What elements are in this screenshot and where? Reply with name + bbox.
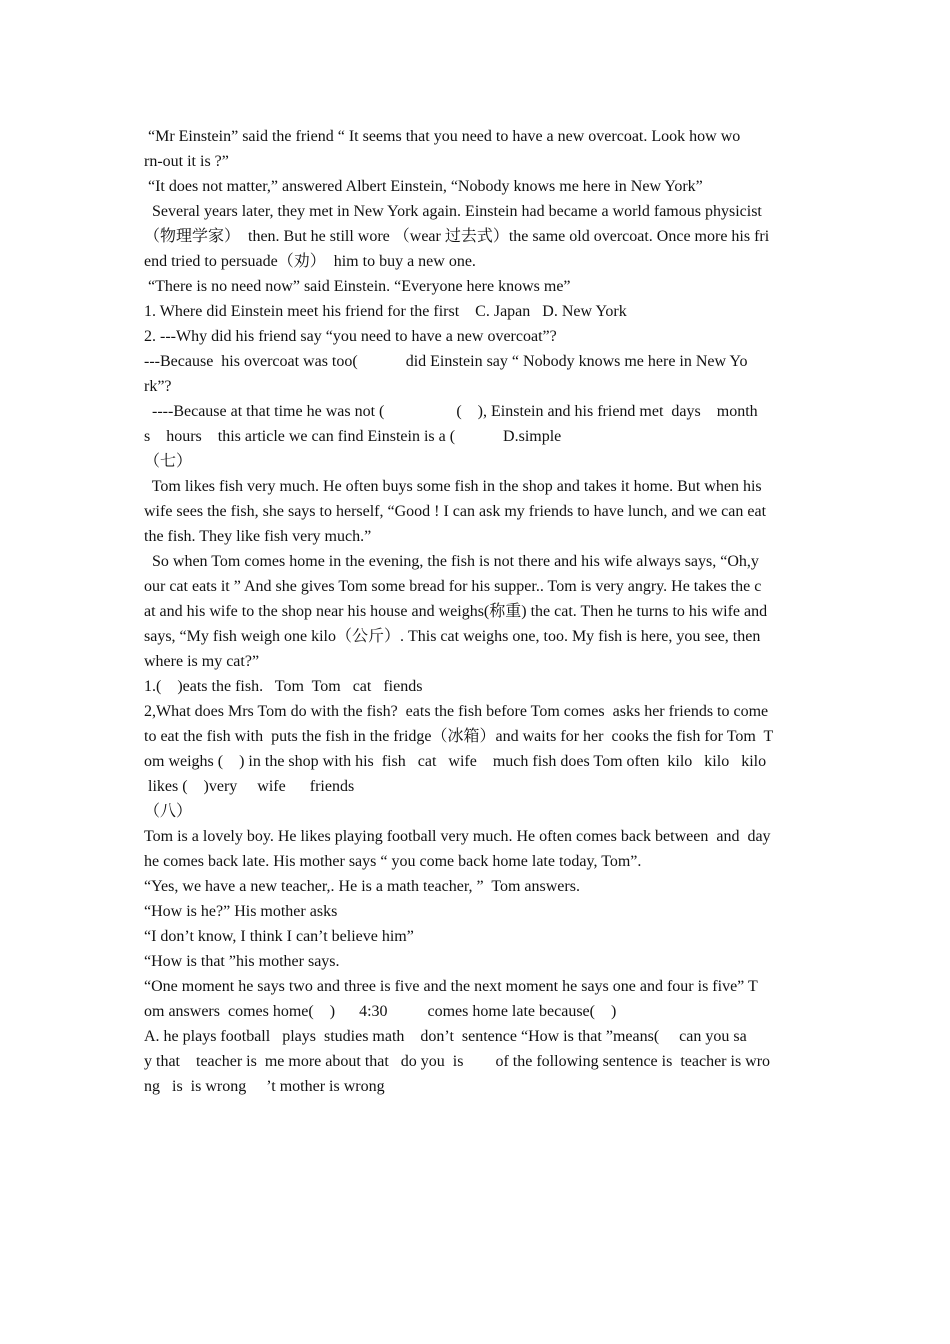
text-line: “One moment he says two and three is five and the next moment he says one and four is five” T: [144, 978, 758, 995]
question-line: ng is is wrong ’t mother is wrong: [144, 1078, 385, 1095]
text-line: Several years later, they met in New York again. Einstein had became a world famous physicist: [144, 203, 762, 220]
question-line: 1. Where did Einstein meet his friend for the first C. Japan D. New York: [144, 303, 627, 320]
text-line: “How is he?” His mother asks: [144, 903, 338, 920]
question-line: 2. ---Why did his friend say “you need to have a new overcoat”?: [144, 328, 557, 345]
question-line: 1.( )eats the fish. Tom Tom cat fiends: [144, 678, 423, 695]
text-line: “Yes, we have a new teacher,. He is a math teacher, ” Tom answers.: [144, 878, 580, 895]
question-line: s hours this article we can find Einstein is a ( D.simple: [144, 428, 562, 445]
text-line: “Mr Einstein” said the friend “ It seems that you need to have a new overcoat. Look how wo: [144, 128, 741, 145]
question-line: likes ( )very wife friends: [144, 778, 355, 795]
question-line: 2,What does Mrs Tom do with the fish? eats the fish before Tom comes asks her friends to come: [144, 703, 769, 720]
text-line: rn-out it is ?”: [144, 153, 229, 170]
question-line: y that teacher is me more about that do you is of the following sentence is teacher is wro: [144, 1053, 771, 1070]
question-line: to eat the fish with puts the fish in the fridge（冰箱）and waits for her cooks the fish for Tom T: [144, 728, 774, 745]
text-line: “It does not matter,” answered Albert Einstein, “Nobody knows me here in New York”: [144, 178, 703, 195]
text-line: “How is that ”his mother says.: [144, 953, 340, 970]
text-line: where is my cat?”: [144, 653, 260, 670]
text-line: “I don’t know, I think I can’t believe him”: [144, 928, 414, 945]
text-line: he comes back late. His mother says “ you come back home late today, Tom”.: [144, 853, 642, 870]
text-line: our cat eats it ” And she gives Tom some bread for his supper.. Tom is very angry. He takes the c: [144, 578, 762, 595]
text-line: the fish. They like fish very much.”: [144, 528, 372, 545]
question-line: ----Because at that time he was not ( ( ), Einstein and his friend met days month: [144, 403, 758, 420]
text-line: wife sees the fish, she says to herself, “Good ! I can ask my friends to have lunch, and we can eat: [144, 503, 767, 520]
question-line: om weighs ( ) in the shop with his fish cat wife much fish does Tom often kilo kilo kilo: [144, 753, 767, 770]
question-line: A. he plays football plays studies math don’t sentence “How is that ”means( can you sa: [144, 1028, 747, 1045]
text-line: end tried to persuade（劝） him to buy a new one.: [144, 253, 476, 270]
question-line: ---Because his overcoat was too( did Einstein say “ Nobody knows me here in New Yo: [144, 353, 748, 370]
question-line: rk”?: [144, 378, 172, 395]
text-line: Tom is a lovely boy. He likes playing football very much. He often comes back between and day: [144, 828, 771, 845]
text-line: at and his wife to the shop near his house and weighs(称重) the cat. Then he turns to his wife and: [144, 603, 768, 620]
section-heading: （七）: [144, 453, 193, 470]
text-line: So when Tom comes home in the evening, the fish is not there and his wife always says, “Oh,y: [144, 553, 759, 570]
text-line: （物理学家） then. But he still wore （wear 过去式）the same old overcoat. Once more his fri: [144, 228, 770, 245]
question-line: om answers comes home( ) 4:30 comes home late because( ): [144, 1003, 617, 1020]
section-heading: （八）: [144, 803, 193, 820]
text-line: says, “My fish weigh one kilo（公斤）. This cat weighs one, too. My fish is here, you see, then: [144, 628, 761, 645]
text-line: Tom likes fish very much. He often buys some fish in the shop and takes it home. But when his: [144, 478, 762, 495]
text-line: “There is no need now” said Einstein. “Everyone here knows me”: [144, 278, 571, 295]
